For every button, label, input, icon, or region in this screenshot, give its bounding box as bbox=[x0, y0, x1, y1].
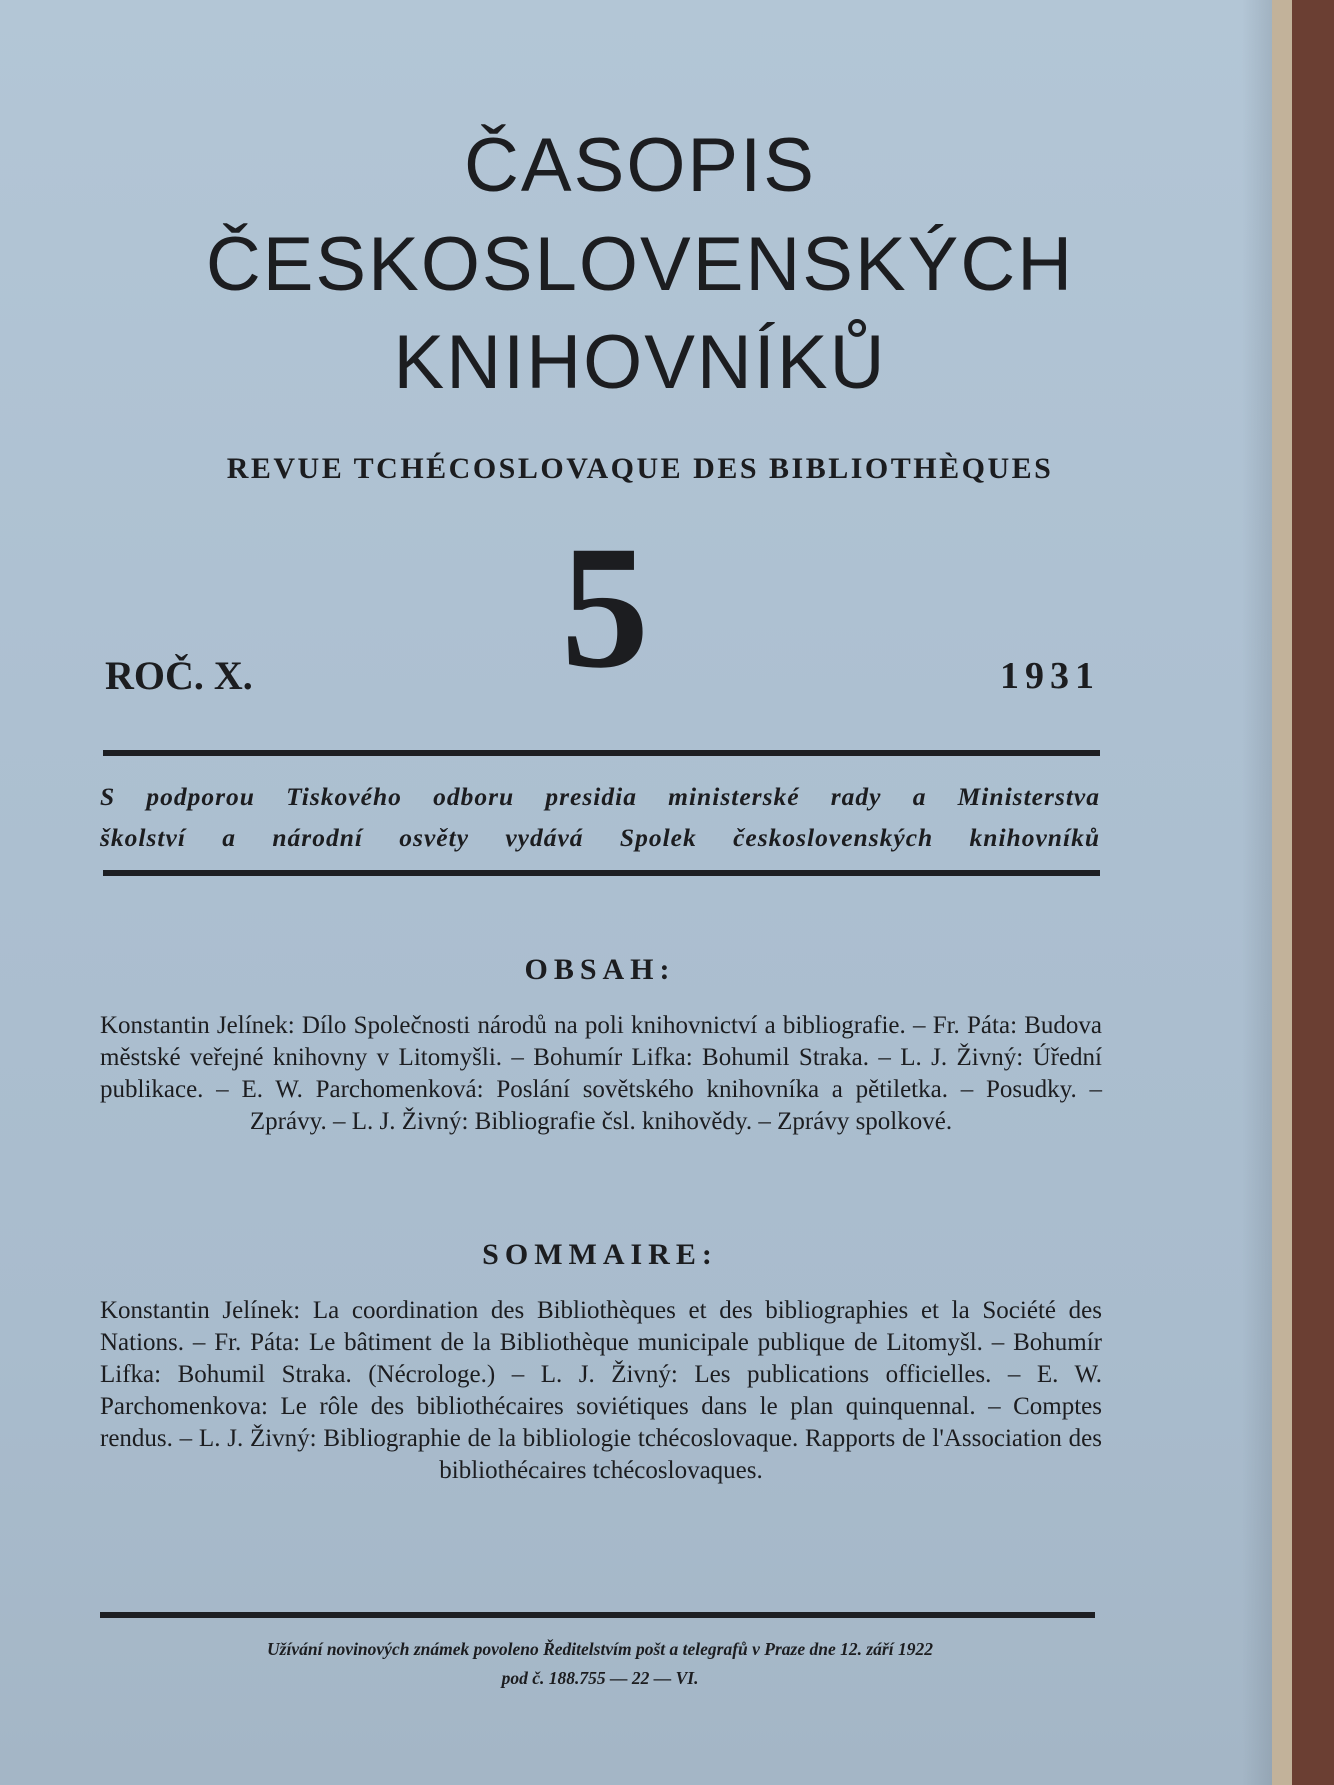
obsah-contents: Konstantin Jelínek: Dílo Společnosti národů na poli knihovnictví a bibliografie. – Fr. Páta: Budova městské veřejné knihovny v Litomyšli. – Bohumír Lifka: Bohumil Straka. – L. J. Živný: Úřední publikace. – E. W. Parchomenková: Poslání sovětského knihovníka a pětiletka. – Posudky. – Zprávy. – L. J. Živný: Bibliografie čsl. knihovědy. – Zprávy spolkové. bbox=[100, 1012, 1102, 1135]
bottom-rule bbox=[100, 1612, 1095, 1618]
postal-notice-line-1: Užívání novinových známek povoleno Ředitelstvím pošt a telegrafů v Praze dne 12. září 1922 bbox=[267, 1639, 933, 1659]
sommaire-heading: SOMMAIRE: bbox=[482, 1238, 718, 1271]
postal-notice bbox=[110, 1635, 1090, 1693]
subtitle: REVUE TCHÉCOSLOVAQUE DES BIBLIOTHÈQUES bbox=[226, 452, 1054, 485]
obsah-heading: OBSAH: bbox=[524, 953, 676, 986]
postal-notice-line-2: pod č. 188.755 — 22 — VI. bbox=[501, 1668, 699, 1688]
publisher-line-2: školství a národní osvěty vydává Spolek československých knihovníků bbox=[100, 823, 1100, 852]
issue-number: 5 bbox=[561, 510, 649, 705]
cover-edge-shadow bbox=[1242, 0, 1272, 1785]
back-cover-edge bbox=[1292, 0, 1334, 1785]
publisher-statement bbox=[100, 776, 1100, 858]
title-line-1: ČASOPIS bbox=[464, 123, 816, 208]
title-line-3: KNIHOVNÍKŮ bbox=[393, 320, 887, 405]
year-label: 1931 bbox=[1000, 655, 1100, 697]
title-line-2: ČESKOSLOVENSKÝCH bbox=[205, 222, 1075, 307]
top-rule bbox=[103, 750, 1100, 756]
sommaire-contents: Konstantin Jelínek: La coordination des Bibliothèques et des bibliographies et la Société des Nations. – Fr. Páta: Le bâtiment de la Bibliothèque municipale publique de Litomyšl. – Bohumír Lifka: Bohumil Straka. (Nécrologe.) – L. J. Živný: Les publications officielles. – E. W. Parchomenkova: Le rôle des bibliothécaires soviétiques dans le plan quinquennal. – Comptes rendus. – L. J. Živný: Bibliographie de la bibliologie tchécoslovaque. Rapports de l'Association des bibliothécaires tchécoslovaques. bbox=[100, 1297, 1102, 1484]
middle-rule bbox=[103, 870, 1100, 876]
volume-label: ROČ. X. bbox=[105, 653, 253, 698]
publisher-line-1: S podporou Tiskového odboru presidia ministerské rady a Ministerstva bbox=[100, 782, 1100, 811]
